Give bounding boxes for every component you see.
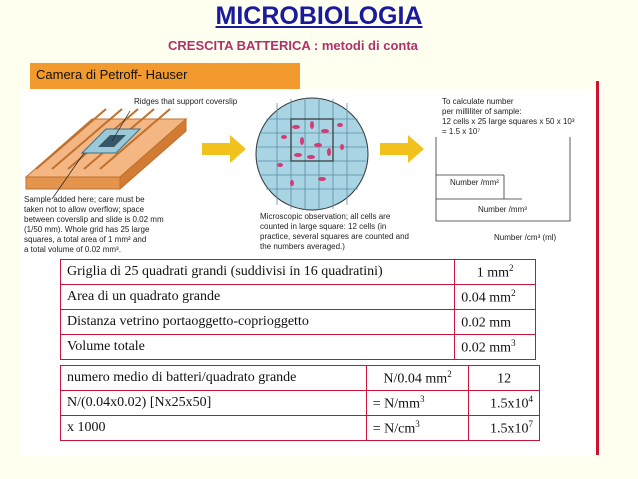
page-subtitle: CRESCITA BATTERICA : metodi di conta (168, 38, 418, 53)
table-cell (469, 391, 540, 416)
cell-value: 12 (497, 371, 512, 387)
cell-value: 0.04 mm (461, 290, 512, 306)
table-cell: N/(0.04x0.02) [Nx25x50] (61, 391, 367, 416)
table-cell: Area di un quadrato grande (61, 285, 455, 310)
cell-value: N/0.04 mm (383, 371, 448, 387)
microscope-note (260, 212, 409, 252)
sample-note (24, 195, 164, 255)
table-cell (366, 366, 469, 391)
table-cell (455, 335, 536, 360)
arrow-right-icon (380, 135, 424, 163)
number-mm3-label: Number /mm³ (478, 205, 527, 214)
side-divider (596, 81, 599, 455)
sample-note-line: between coverslip and slide is 0.02 mm (24, 215, 164, 224)
table-cell: numero medio di batteri/quadrato grande (61, 366, 367, 391)
sample-note-line: Sample added here; care must be (24, 195, 145, 204)
cell-exponent: 3 (415, 418, 420, 429)
calc-line: per milliliter of sample: (442, 107, 522, 116)
microscope-field-icon (256, 98, 368, 210)
table-cell (455, 260, 536, 285)
table-cell: Griglia di 25 quadrati grandi (suddivisi in 16 quadratini) (61, 260, 455, 285)
table-row (61, 366, 540, 391)
cell-value: 1.5x10 (490, 396, 529, 412)
micro-note-line: the numbers averaged.) (260, 242, 345, 251)
sample-note-line: a total volume of 0.02 mm³. (24, 245, 121, 254)
page-title (0, 2, 638, 31)
cell-exponent: 4 (528, 393, 533, 404)
table-cell (469, 366, 540, 391)
cell-value: 1.5x10 (490, 421, 529, 437)
table-cell (469, 416, 540, 441)
cell-value: 0.02 mm (461, 340, 512, 356)
cell-value: = N/cm (372, 421, 416, 437)
sample-note-line: (1/50 mm). Whole grid has 25 large (24, 225, 150, 234)
cell-exponent: 3 (419, 393, 425, 404)
counting-chamber-icon (26, 109, 186, 199)
title-text: MICROBIOLOGIA (215, 2, 423, 30)
calculation-note (442, 97, 575, 137)
cell-value: 0.02 mm (461, 315, 512, 331)
arrow-right-icon (202, 135, 246, 163)
table-cell (455, 285, 536, 310)
cell-exponent: 3 (511, 337, 516, 348)
cell-value: = N/mm (372, 396, 420, 412)
section-label: Camera di Petroff- Hauser (30, 63, 300, 89)
table-cell (366, 416, 469, 441)
sample-note-line: squares, a total area of 1 mm² and (24, 235, 147, 244)
cell-exponent: 7 (528, 418, 533, 429)
table-row (61, 335, 536, 360)
table-row (61, 391, 540, 416)
sample-note-line: taken not to allow overflow; space (24, 205, 145, 214)
number-mm2-label: Number /mm² (450, 178, 499, 187)
chamber-dimensions-table (60, 259, 536, 360)
table-row (61, 416, 540, 441)
calc-line: 12 cells x 25 large squares x 50 x 10³ (442, 117, 575, 126)
number-cm3-label: Number /cm³ (ml) (494, 233, 557, 242)
calc-line: To calculate number (442, 97, 514, 106)
table-row (61, 310, 536, 335)
cell-value: 1 mm (476, 265, 510, 281)
bacteria-count-table (60, 365, 540, 441)
table-row (61, 260, 536, 285)
calc-line: = 1.5 x 10⁷ (442, 127, 481, 136)
micro-note-line: counted in large square: 12 cells (in (260, 222, 387, 231)
table-row (61, 285, 536, 310)
cell-exponent: 2 (509, 262, 514, 273)
micro-note-line: practice, several squares are counted and (260, 232, 409, 241)
table-cell: Volume totale (61, 335, 455, 360)
ridges-label: Ridges that support coverslip (134, 97, 238, 106)
cell-exponent: 2 (447, 368, 452, 379)
table-cell (455, 310, 536, 335)
micro-note-line: Microscopic observation; all cells are (260, 212, 391, 221)
table-cell: Distanza vetrino portaoggetto-coprioggetto (61, 310, 455, 335)
table-cell: x 1000 (61, 416, 367, 441)
table-cell (366, 391, 469, 416)
cell-exponent: 2 (511, 287, 516, 298)
